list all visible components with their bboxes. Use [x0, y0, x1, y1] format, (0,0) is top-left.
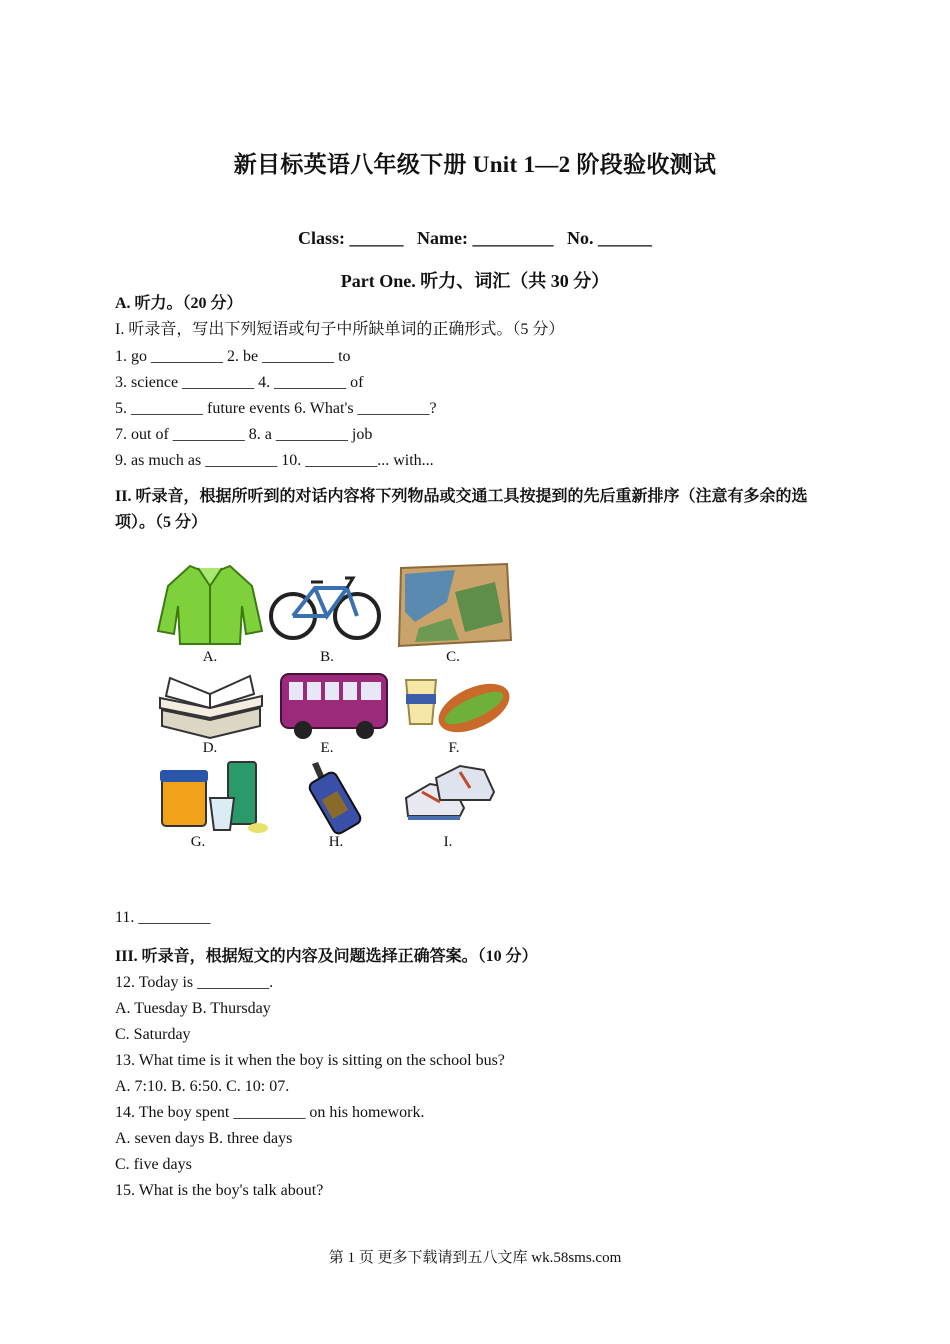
question-line: 3. science _________ 4. _________ of	[115, 374, 364, 391]
question-line: A. 7:10. B. 6:50. C. 10: 07.	[115, 1078, 290, 1095]
question-line: 1. go _________ 2. be _________ to	[115, 348, 351, 365]
picture-label: C.	[446, 649, 460, 665]
picture-hotdog	[402, 672, 522, 772]
picture-sneakers	[400, 758, 520, 858]
picture-label: I.	[443, 834, 453, 850]
page-footer: 第 1 页 更多下载请到五八文库 wk.58sms.com	[328, 1250, 622, 1266]
section-a-heading: A. 听力。（20 分）	[115, 295, 243, 312]
picture-map	[395, 562, 515, 665]
picture-label: F.	[448, 740, 460, 756]
question-line: 5. _________ future events 6. What's _________?	[115, 400, 437, 417]
section-iii-instruction: III. 听录音，根据短文的内容及问题选择正确答案。（10 分）	[115, 948, 538, 965]
section-i-instruction: I. 听录音，写出下列短语或句子中所缺单词的正确形式。（5 分）	[115, 321, 565, 338]
question-line: A. Tuesday B. Thursday	[115, 1000, 271, 1017]
question-line: 7. out of _________ 8. a _________ job	[115, 426, 373, 443]
picture-medicine	[158, 758, 278, 858]
picture-grid	[150, 556, 530, 856]
student-info-line: Class: ______ Name: _________ No. ______	[298, 228, 652, 248]
picture-jacket	[150, 556, 270, 665]
question-line: A. seven days B. three days	[115, 1130, 293, 1147]
section-ii-instruction: II. 听录音，根据所听到的对话内容将下列物品或交通工具按提到的先后重新排序（注意有多余的选项）。（5 分）	[115, 488, 808, 531]
part-one-heading: Part One. 听力、词汇（共 30 分）	[340, 271, 610, 291]
picture-label: H.	[328, 834, 344, 850]
question-line: C. five days	[115, 1156, 192, 1173]
picture-bus	[275, 668, 395, 768]
picture-label: A.	[202, 649, 218, 665]
picture-label: E.	[320, 740, 334, 756]
question-line: 12. Today is _________.	[115, 974, 274, 991]
picture-label: G.	[190, 834, 206, 850]
picture-label: D.	[202, 740, 218, 756]
page-title: 新目标英语八年级下册 Unit 1—2 阶段验收测试	[233, 152, 717, 177]
question-line: 15. What is the boy's talk about?	[115, 1182, 324, 1199]
question-line: 14. The boy spent _________ on his homework.	[115, 1104, 425, 1121]
picture-label: B.	[320, 649, 334, 665]
picture-bicycle	[265, 556, 385, 665]
picture-books	[150, 668, 270, 768]
question-11: 11. _________	[115, 909, 211, 926]
question-line: 9. as much as _________ 10. _________... with...	[115, 452, 434, 469]
question-line: 13. What time is it when the boy is sitting on the school bus?	[115, 1052, 505, 1069]
question-line: C. Saturday	[115, 1026, 191, 1043]
